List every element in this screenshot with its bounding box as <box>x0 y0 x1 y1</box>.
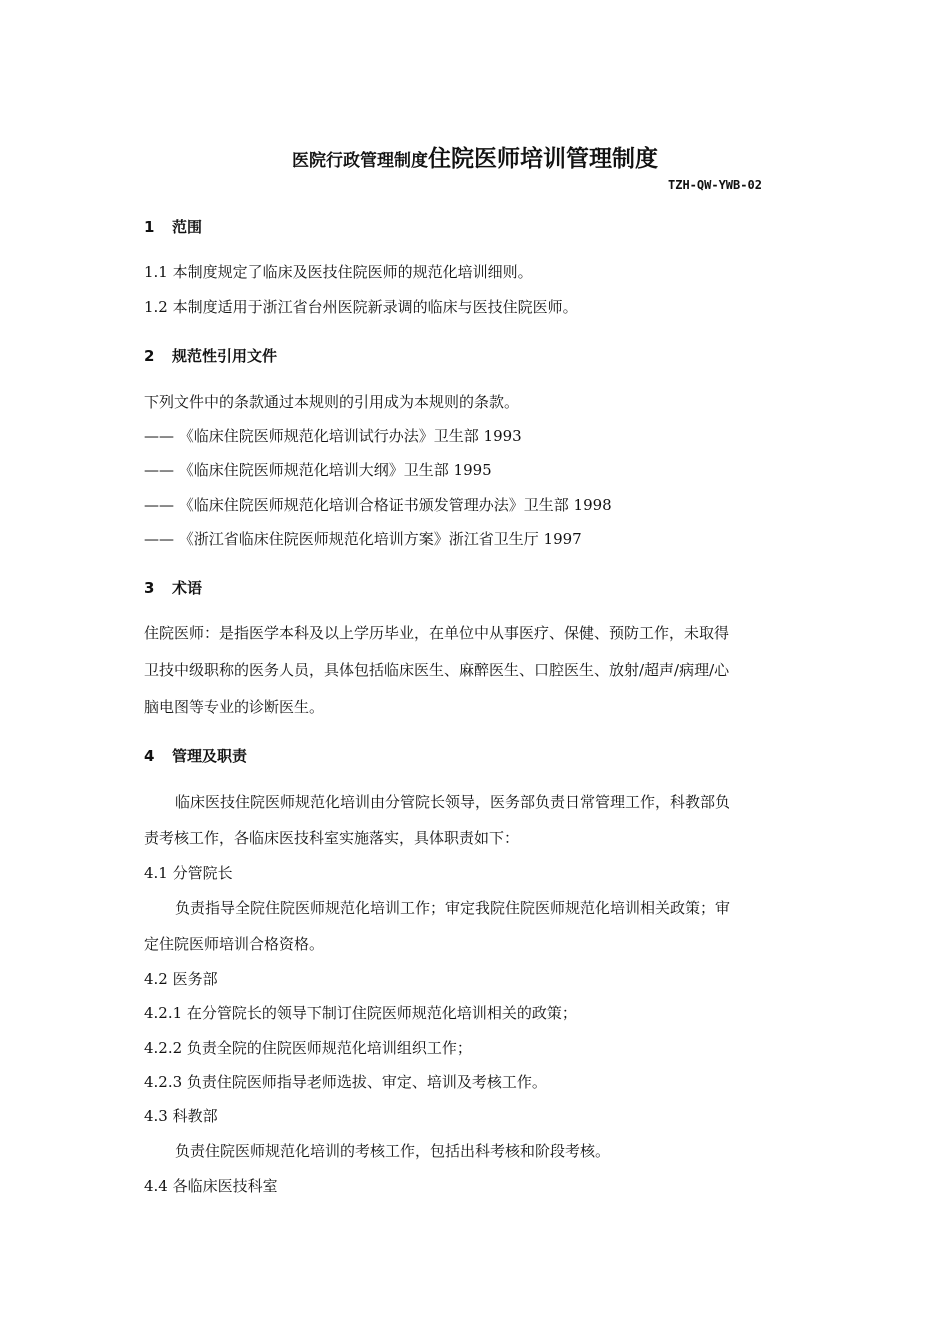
subsection-4-2: 4.2 医务部 <box>144 970 218 988</box>
subsection-4-1-text: 负责指导全院住院医师规范化培训工作；审定我院住院医师规范化培训相关政策；审 <box>175 899 731 917</box>
section-4-intro-line: 责考核工作，各临床医技科室实施落实，具体职责如下： <box>144 829 520 847</box>
section-title: 管理及职责 <box>172 747 248 765</box>
subsection-4-2-1: 4.2.1 在分管院长的领导下制订住院医师规范化培训相关的政策； <box>144 1004 577 1022</box>
document-title <box>0 136 950 174</box>
section-number: 1 <box>144 218 155 236</box>
subsection-4-3-text: 负责住院医师规范化培训的考核工作，包括出科考核和阶段考核。 <box>175 1142 611 1160</box>
section-3-heading <box>144 577 202 598</box>
subsection-4-4: 4.4 各临床医技科室 <box>144 1177 278 1195</box>
definition-line: 住院医师：是指医学本科及以上学历毕业，在单位中从事医疗、保健、预防工作，未取得 <box>144 624 730 642</box>
section-2-intro: 下列文件中的条款通过本规则的引用成为本规则的条款。 <box>144 393 520 411</box>
section-number: 4 <box>144 747 155 765</box>
section-1-1: 1.1 本制度规定了临床及医技住院医师的规范化培训细则。 <box>144 263 533 281</box>
reference-item: —— 《临床住院医师规范化培训大纲》卫生部 1995 <box>144 461 492 479</box>
section-1-heading <box>144 216 202 237</box>
document-code: TZH-QW-YWB-02 <box>668 178 762 192</box>
reference-item: —— 《临床住院医师规范化培训试行办法》卫生部 1993 <box>144 427 522 445</box>
section-number: 2 <box>144 347 155 365</box>
reference-item: —— 《浙江省临床住院医师规范化培训方案》浙江省卫生厅 1997 <box>144 530 582 548</box>
section-4-heading <box>144 745 247 766</box>
subsection-4-2-3: 4.2.3 负责住院医师指导老师选拔、审定、培训及考核工作。 <box>144 1073 547 1091</box>
section-4-intro-line: 临床医技住院医师规范化培训由分管院长领导，医务部负责日常管理工作，科教部负 <box>175 793 731 811</box>
title-prefix: 医院行政管理制度 <box>292 151 428 171</box>
definition-line: 脑电图等专业的诊断医生。 <box>144 698 325 716</box>
subsection-4-2-2: 4.2.2 负责全院的住院医师规范化培训组织工作； <box>144 1039 472 1057</box>
subsection-4-3: 4.3 科教部 <box>144 1107 218 1125</box>
section-title: 术语 <box>172 579 203 597</box>
title-main: 住院医师培训管理制度 <box>428 146 658 172</box>
section-title: 范围 <box>172 218 203 236</box>
subsection-4-1-text: 定住院医师培训合格资格。 <box>144 935 325 953</box>
definition-line: 卫技中级职称的医务人员，具体包括临床医生、麻醉医生、口腔医生、放射/超声/病理/心 <box>144 661 730 679</box>
section-number: 3 <box>144 579 155 597</box>
section-title: 规范性引用文件 <box>172 347 278 365</box>
section-1-2: 1.2 本制度适用于浙江省台州医院新录调的临床与医技住院医师。 <box>144 298 578 316</box>
subsection-4-1: 4.1 分管院长 <box>144 864 233 882</box>
section-2-heading <box>144 345 277 366</box>
reference-item: —— 《临床住院医师规范化培训合格证书颁发管理办法》卫生部 1998 <box>144 496 612 514</box>
